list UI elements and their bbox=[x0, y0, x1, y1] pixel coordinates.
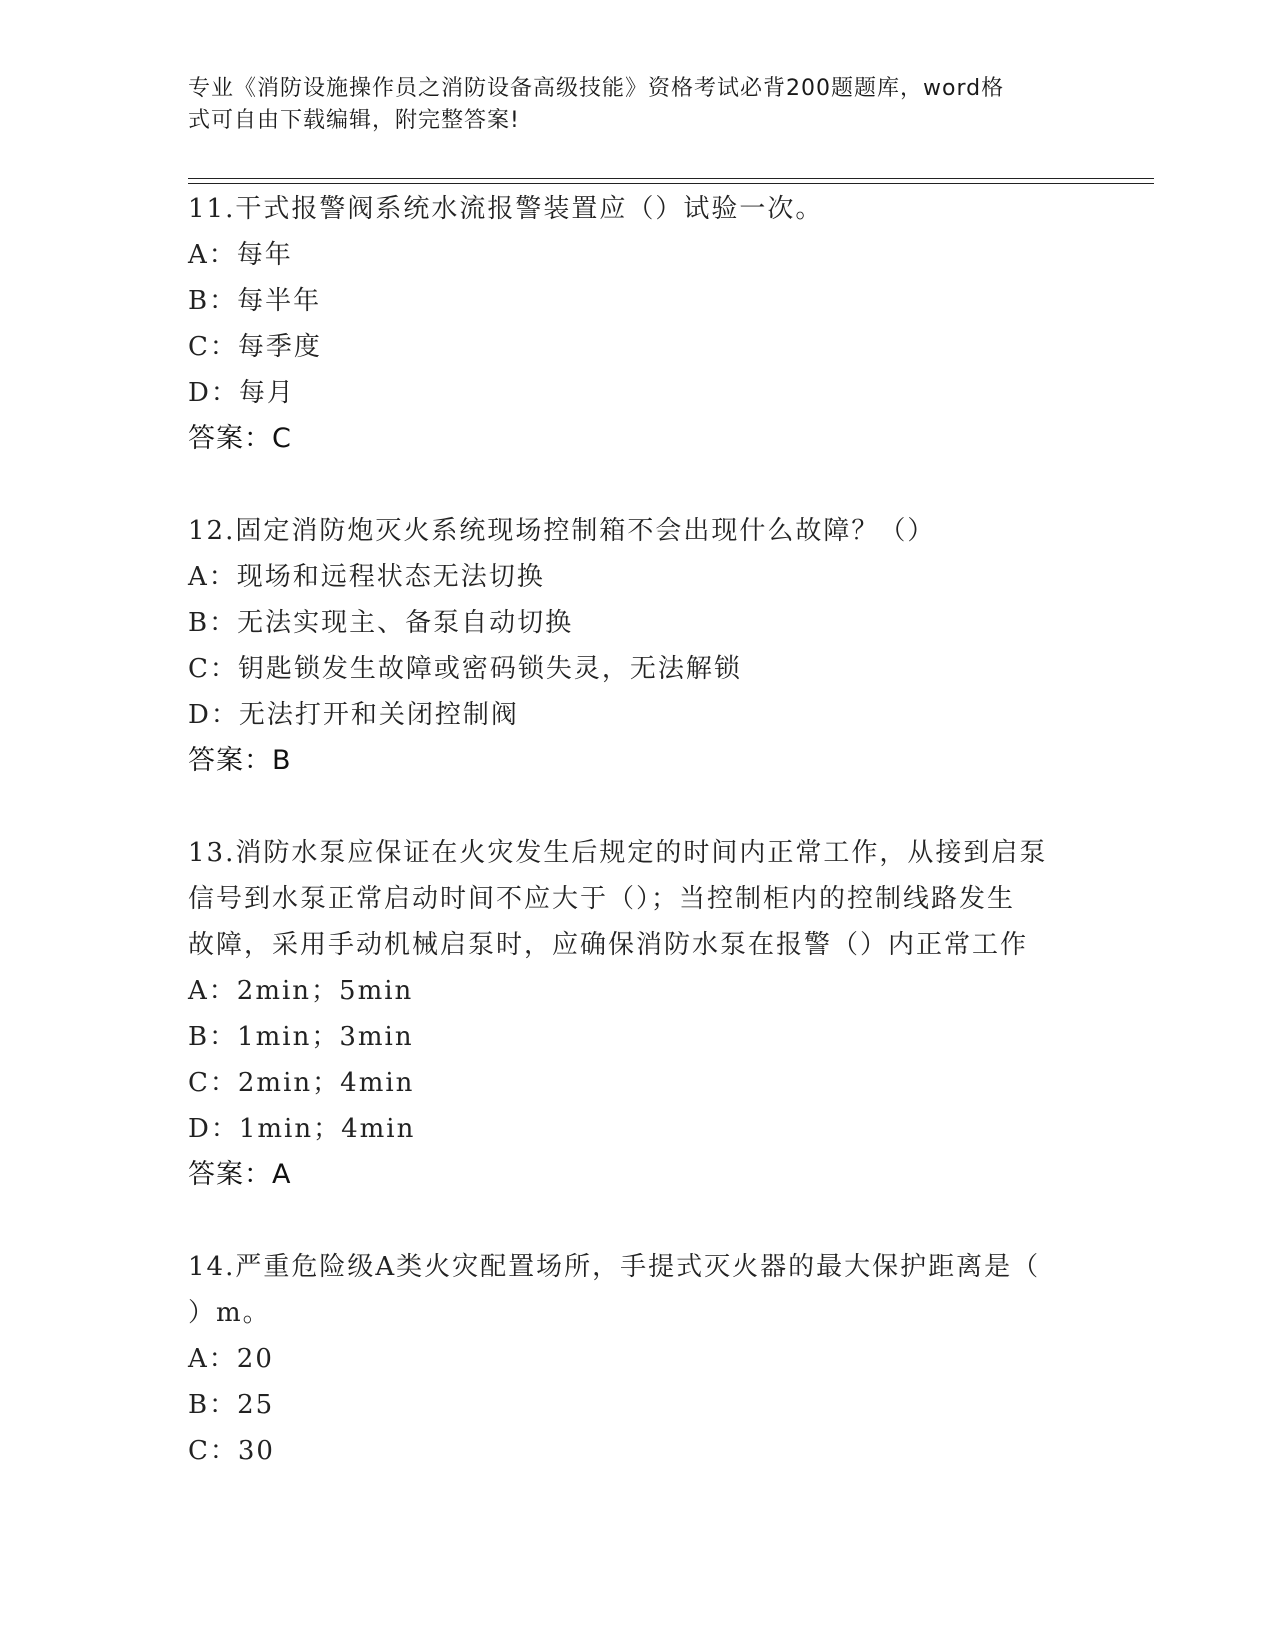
header-line-2: 式可自由下载编辑，附完整答案! bbox=[188, 108, 520, 133]
question-14 bbox=[188, 1244, 1108, 1474]
option-b: B：每半年 bbox=[188, 286, 322, 316]
option-b: B：1min；3min bbox=[188, 1022, 414, 1052]
question-spacer bbox=[188, 462, 1108, 508]
option-b: B：25 bbox=[188, 1390, 275, 1420]
question-12 bbox=[188, 508, 1108, 784]
document-header bbox=[188, 73, 1088, 137]
question-stem-line: 信号到水泵正常启动时间不应大于（）；当控制柜内的控制线路发生 bbox=[188, 884, 1016, 914]
option-d: D：每月 bbox=[188, 378, 295, 408]
answer: 答案：A bbox=[188, 1159, 292, 1190]
option-a: A：每年 bbox=[188, 240, 293, 270]
question-list bbox=[188, 186, 1108, 1474]
option-c: C：30 bbox=[188, 1436, 275, 1466]
question-stem: 12.固定消防炮灭火系统现场控制箱不会出现什么故障？（） bbox=[188, 516, 936, 546]
answer: 答案：C bbox=[188, 423, 292, 454]
option-a: A：20 bbox=[188, 1344, 274, 1374]
answer: 答案：B bbox=[188, 745, 292, 776]
question-stem: 11.干式报警阀系统水流报警装置应（）试验一次。 bbox=[188, 194, 824, 224]
question-spacer bbox=[188, 1198, 1108, 1244]
header-divider-top bbox=[188, 178, 1154, 179]
question-stem-line: 13.消防水泵应保证在火灾发生后规定的时间内正常工作，从接到启泵 bbox=[188, 838, 1048, 868]
header-line-1: 专业《消防设施操作员之消防设备高级技能》资格考试必背200题题库，word格 bbox=[188, 76, 1005, 101]
option-a: A：现场和远程状态无法切换 bbox=[188, 562, 545, 592]
question-stem-line: ）m。 bbox=[188, 1298, 271, 1328]
question-13 bbox=[188, 830, 1108, 1198]
option-c: C：2min；4min bbox=[188, 1068, 415, 1098]
option-d: D：1min；4min bbox=[188, 1114, 416, 1144]
question-stem-line: 14.严重危险级A类火灾配置场所，手提式灭火器的最大保护距离是（ bbox=[188, 1252, 1041, 1282]
question-stem-line: 故障，采用手动机械启泵时，应确保消防水泵在报警（）内正常工作 bbox=[188, 930, 1029, 960]
question-spacer bbox=[188, 784, 1108, 830]
header-divider-bottom bbox=[188, 183, 1154, 184]
option-d: D：无法打开和关闭控制阀 bbox=[188, 700, 519, 730]
option-b: B：无法实现主、备泵自动切换 bbox=[188, 608, 574, 638]
option-a: A：2min；5min bbox=[188, 976, 414, 1006]
question-11 bbox=[188, 186, 1108, 462]
option-c: C：每季度 bbox=[188, 332, 322, 362]
option-c: C：钥匙锁发生故障或密码锁失灵，无法解锁 bbox=[188, 654, 742, 684]
